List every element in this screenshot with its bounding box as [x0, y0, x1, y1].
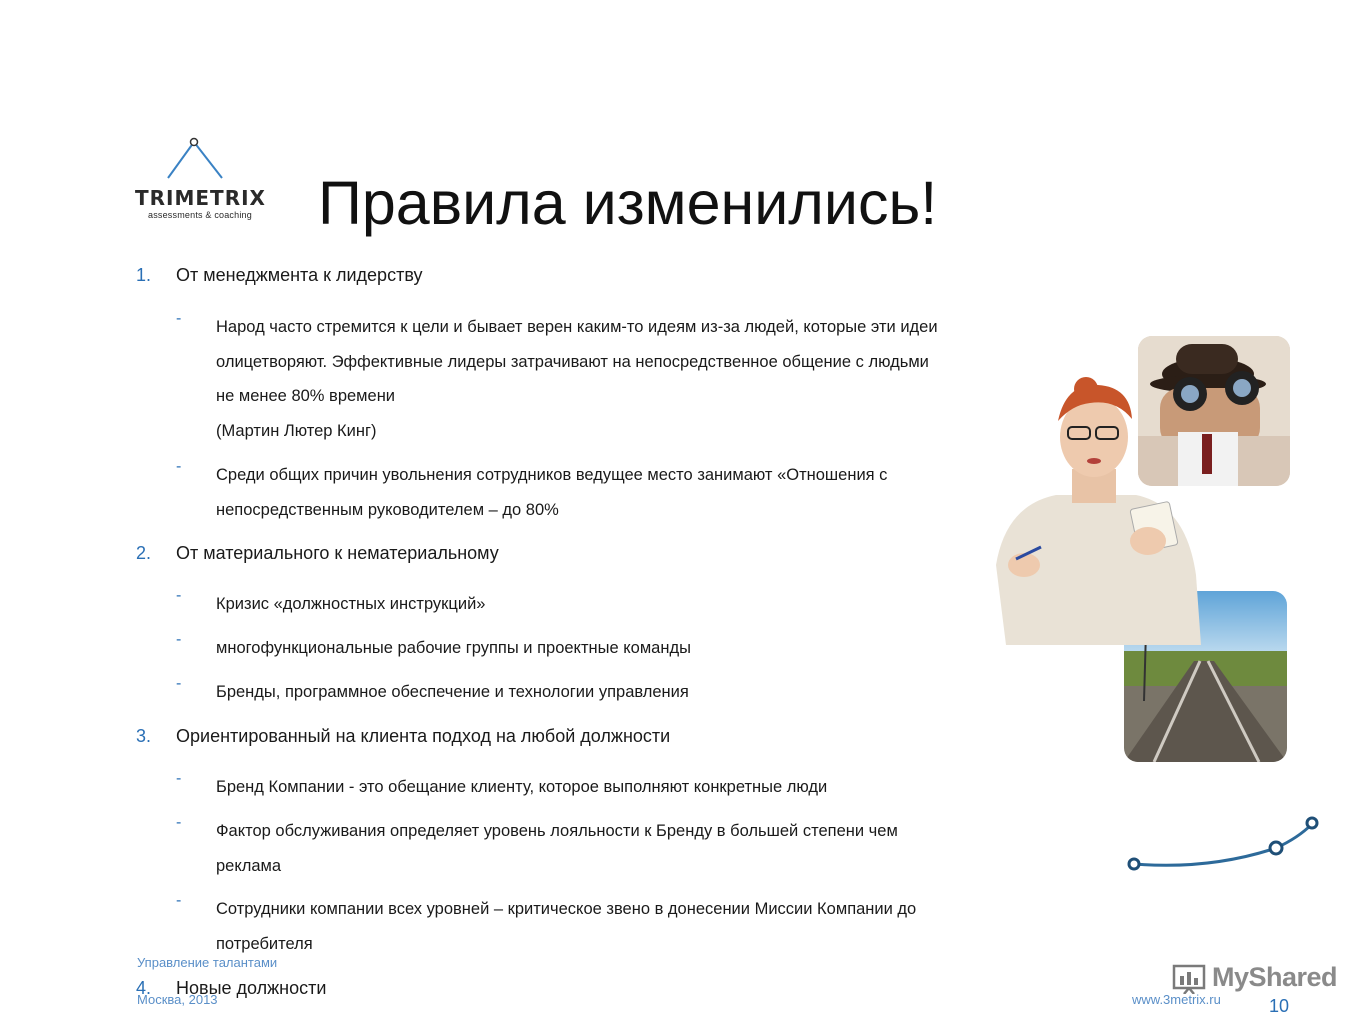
company-logo: [134, 136, 266, 226]
dash-bullet: -: [176, 770, 182, 787]
logo-name: TRIMETRIX: [135, 186, 266, 210]
bullet-line: (Мартин Лютер Кинг): [216, 421, 377, 440]
bullet-line: Среди общих причин увольнения сотрудников ведущее место занимают «Отношения с: [216, 466, 888, 484]
section-heading: [136, 265, 422, 286]
section-heading: [136, 543, 499, 564]
bullet-line: многофункциональные рабочие группы и проектные команды: [216, 639, 691, 657]
section-heading-text: Ориентированный на клиента подход на любой должности: [176, 726, 671, 746]
section-heading-text: Новые должности: [176, 978, 327, 998]
bullet-item: [176, 458, 1016, 527]
footer-city-year: Москва, 2013: [137, 992, 218, 1007]
page-number: 10: [1269, 996, 1290, 1016]
woman-with-notepad-image: [986, 375, 1206, 645]
bullet-item: [176, 310, 1016, 448]
section-heading: [136, 726, 670, 747]
bullet-line: реклама: [216, 856, 282, 875]
footer-website: www.3metrix.ru: [1132, 992, 1221, 1007]
watermark-text: MyShared: [1212, 962, 1338, 992]
bullet-line: Фактор обслуживания определяет уровень лояльности к Бренду в большей степени чем: [216, 822, 898, 840]
bullet-item: [176, 587, 1016, 622]
section-number: 3.: [136, 726, 152, 746]
dash-bullet: -: [176, 587, 182, 604]
section-heading-text: От материального к нематериальному: [176, 543, 499, 563]
dash-bullet: -: [176, 631, 182, 648]
logo-tagline: assessments & coaching: [148, 210, 252, 220]
bullet-line: потребителя: [216, 934, 313, 953]
bullet-item: [176, 770, 1016, 805]
dash-bullet: -: [176, 892, 182, 909]
bullet-line: олицетворяют. Эффективные лидеры затрачивают на непосредственное общение с людьми: [216, 352, 929, 371]
bullet-item: [176, 675, 1016, 710]
bullet-line: Бренды, программное обеспечение и технологии управления: [216, 683, 689, 701]
dash-bullet: -: [176, 458, 182, 475]
section-number: 4.: [136, 978, 152, 998]
decorative-curve: [1120, 808, 1330, 878]
dash-bullet: -: [176, 675, 182, 692]
dash-bullet: -: [176, 310, 182, 327]
bullet-line: Сотрудники компании всех уровней – критическое звено в донесении Миссии Компании до: [216, 900, 917, 918]
bullet-item: [176, 631, 1016, 666]
section-number: 1.: [136, 265, 152, 285]
footer-topic: Управление талантами: [137, 955, 278, 970]
slide-title: Правила изменились!: [318, 169, 938, 237]
bullet-item: [176, 892, 1016, 961]
chart-icon: [1172, 960, 1206, 994]
bullet-line: Народ часто стремится к цели и бывает верен каким-то идеям из-за людей, которые эти идеи: [216, 318, 938, 336]
logo-triangle-icon: [134, 136, 256, 192]
section-heading-text: От менеджмента к лидерству: [176, 265, 423, 285]
bullet-line: Бренд Компании - это обещание клиенту, которое выполняют конкретные люди: [216, 778, 828, 796]
dash-bullet: -: [176, 814, 182, 831]
bullet-line: непосредственным руководителем – до 80%: [216, 500, 559, 519]
bullet-line: Кризис «должностных инструкций»: [216, 595, 486, 613]
watermark: [1172, 960, 1338, 996]
bullet-line: не менее 80% времени: [216, 387, 396, 405]
section-number: 2.: [136, 543, 152, 563]
bullet-item: [176, 814, 1016, 883]
